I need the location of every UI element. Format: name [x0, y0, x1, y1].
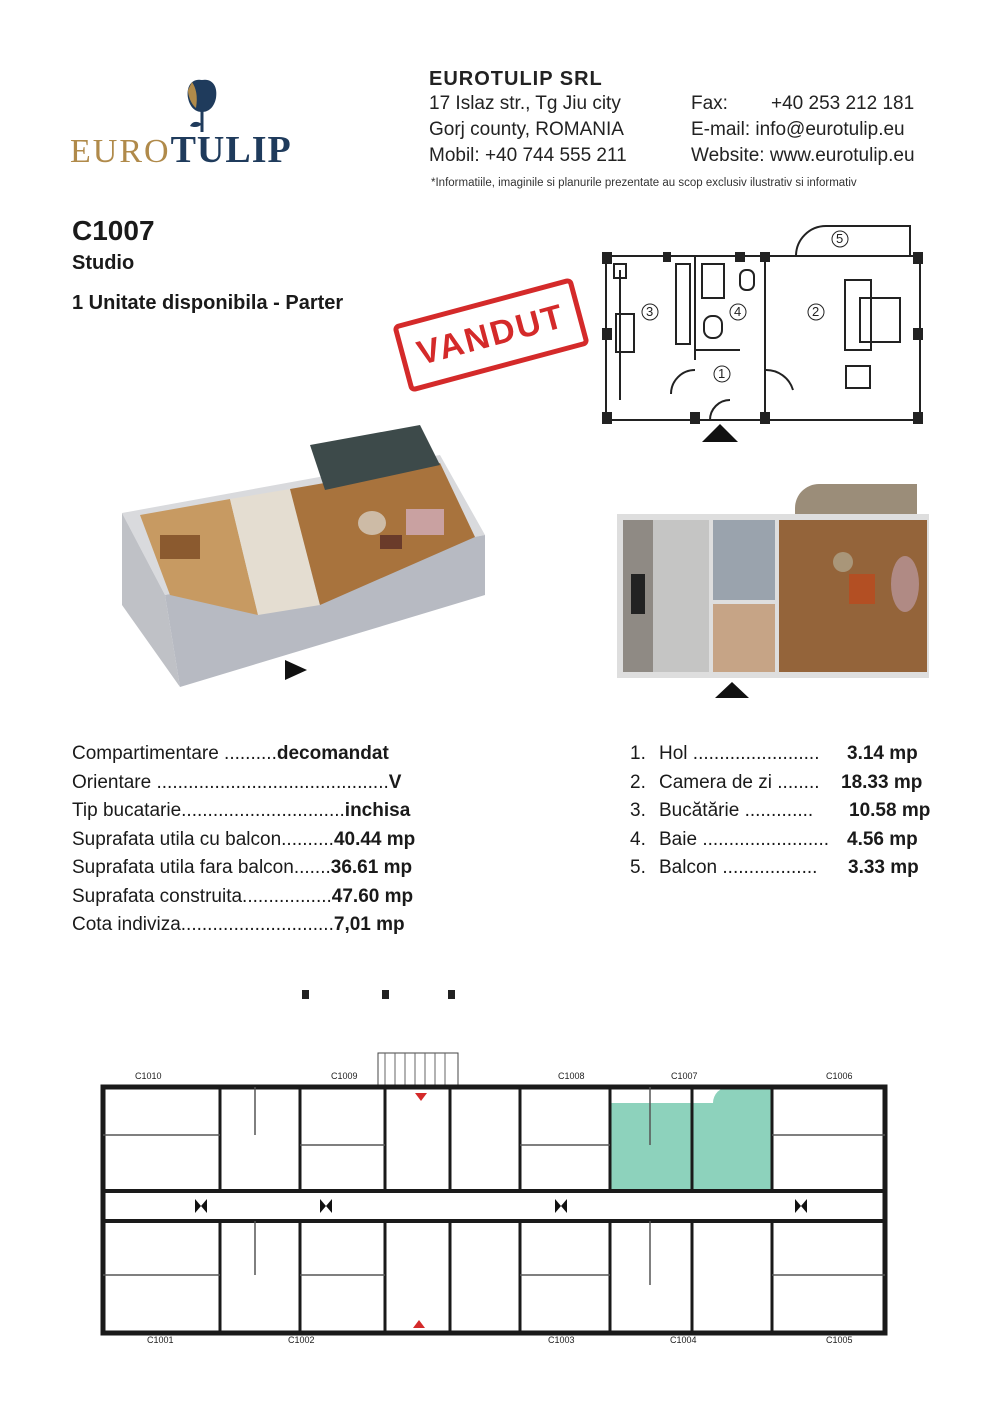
spec-label: Cota indiviza	[72, 914, 181, 935]
company-fax-value: +40 253 212 181	[771, 93, 915, 114]
room-number: 3.	[630, 800, 646, 821]
plan-marker-4: 4	[734, 304, 742, 319]
unit-label-bottom: C1004	[670, 1335, 697, 1345]
spec-row	[72, 769, 415, 798]
room-name: Camera de zi	[659, 771, 772, 793]
room-label	[659, 740, 820, 769]
company-name: EUROTULIP SRL	[429, 68, 603, 90]
spec-value: inchisa	[344, 800, 411, 821]
room-area: 3.33 mp	[848, 857, 919, 878]
unit-line-plan	[600, 220, 930, 460]
spec-dots: ..........	[281, 828, 334, 850]
disclaimer: *Informatiile, imaginile si planurile prezentate au scop exclusiv ilustrativ si informativ	[431, 177, 857, 189]
company-email[interactable]: E-mail: info@eurotulip.eu	[691, 119, 905, 140]
spec-value: 40.44 mp	[333, 828, 416, 850]
room-dots: ........................	[692, 743, 820, 764]
spec-label: Suprafata utila cu balcon	[72, 828, 282, 850]
room-dots: .............	[744, 800, 814, 821]
room-name: Hol	[659, 743, 688, 764]
spec-label: Tip bucatarie	[72, 800, 182, 821]
unit-label-bottom: C1002	[288, 1335, 315, 1345]
spec-value: 7,01 mp	[333, 914, 405, 935]
spec-label: Suprafata construita	[72, 885, 243, 907]
company-logo	[70, 70, 330, 170]
unit-label-bottom: C1003	[548, 1335, 575, 1345]
company-address-1: 17 Islaz str., Tg Jiu city	[429, 93, 621, 114]
plan-marker-2: 2	[812, 304, 820, 319]
unit-code: C1007	[72, 215, 155, 246]
company-mobile: Mobil: +40 744 555 211	[429, 145, 627, 166]
room-label	[659, 826, 829, 855]
room-dots: ..................	[722, 857, 818, 878]
plan-marker-5: 5	[836, 231, 844, 246]
room-label	[659, 769, 820, 798]
spec-row	[72, 883, 415, 912]
room-number: 4.	[630, 828, 646, 850]
room-name: Balcon	[659, 857, 718, 878]
room-dots: ........................	[702, 828, 830, 850]
spec-value: 47.60 mp	[331, 885, 414, 907]
room-number: 5.	[630, 857, 646, 878]
spec-value: 36.61 mp	[330, 857, 413, 878]
room-number: 1.	[630, 743, 646, 764]
spec-dots: ...............................	[181, 800, 345, 821]
unit-label-top: C1007	[671, 1071, 698, 1081]
sold-stamp	[392, 277, 590, 393]
spec-dots: .............................	[180, 914, 334, 935]
room-name: Bucătărie	[659, 800, 740, 821]
spec-dots: .................	[242, 885, 332, 907]
company-website[interactable]: Website: www.eurotulip.eu	[691, 145, 915, 166]
unit-label-top: C1010	[135, 1071, 162, 1081]
tulip-icon	[178, 72, 226, 134]
room-area: 10.58 mp	[849, 800, 931, 821]
unit-top-render	[617, 478, 932, 708]
logo-wordmark	[70, 128, 292, 172]
room-area: 4.56 mp	[847, 828, 918, 850]
unit-3d-render	[110, 405, 490, 695]
unit-type: Studio	[72, 252, 135, 274]
spec-label: Suprafata utila fara balcon	[72, 857, 294, 878]
unit-label-bottom: C1005	[826, 1335, 853, 1345]
room-label	[659, 797, 813, 826]
spec-dots: .......	[293, 857, 331, 878]
plan-marker-3: 3	[646, 304, 654, 319]
room-name: Baie	[659, 828, 698, 850]
unit-label-top: C1008	[558, 1071, 585, 1081]
room-area: 3.14 mp	[847, 743, 918, 764]
sold-stamp-text: VANDUT	[412, 296, 569, 373]
unit-specifications	[72, 740, 415, 940]
availability-text: 1 Unitate disponibila - Parter	[72, 292, 344, 314]
logo-text-euro: EURO	[70, 133, 171, 170]
spec-row	[72, 911, 415, 940]
room-label	[659, 854, 817, 883]
spec-row	[72, 740, 415, 769]
room-number: 2.	[630, 771, 646, 793]
room-area: 18.33 mp	[841, 771, 923, 793]
spec-row	[72, 854, 415, 883]
spec-row	[72, 797, 415, 826]
spec-dots: ..........	[218, 743, 277, 764]
floor-plan-map	[95, 985, 895, 1355]
spec-label: Orientare	[72, 771, 152, 793]
spec-value: V	[388, 771, 402, 793]
company-fax-label: Fax:	[691, 93, 728, 114]
company-address-2: Gorj county, ROMANIA	[429, 119, 624, 140]
unit-label-top: C1006	[826, 1071, 853, 1081]
plan-marker-1: 1	[718, 366, 726, 381]
spec-label: Compartimentare	[72, 743, 219, 764]
logo-text-tulip: TULIP	[170, 129, 292, 171]
room-dots: ........	[777, 771, 820, 793]
spec-row	[72, 826, 415, 855]
unit-label-bottom: C1001	[147, 1335, 174, 1345]
unit-label-top: C1009	[331, 1071, 358, 1081]
spec-value: decomandat	[276, 743, 389, 764]
spec-dots: ............................................	[151, 771, 389, 793]
